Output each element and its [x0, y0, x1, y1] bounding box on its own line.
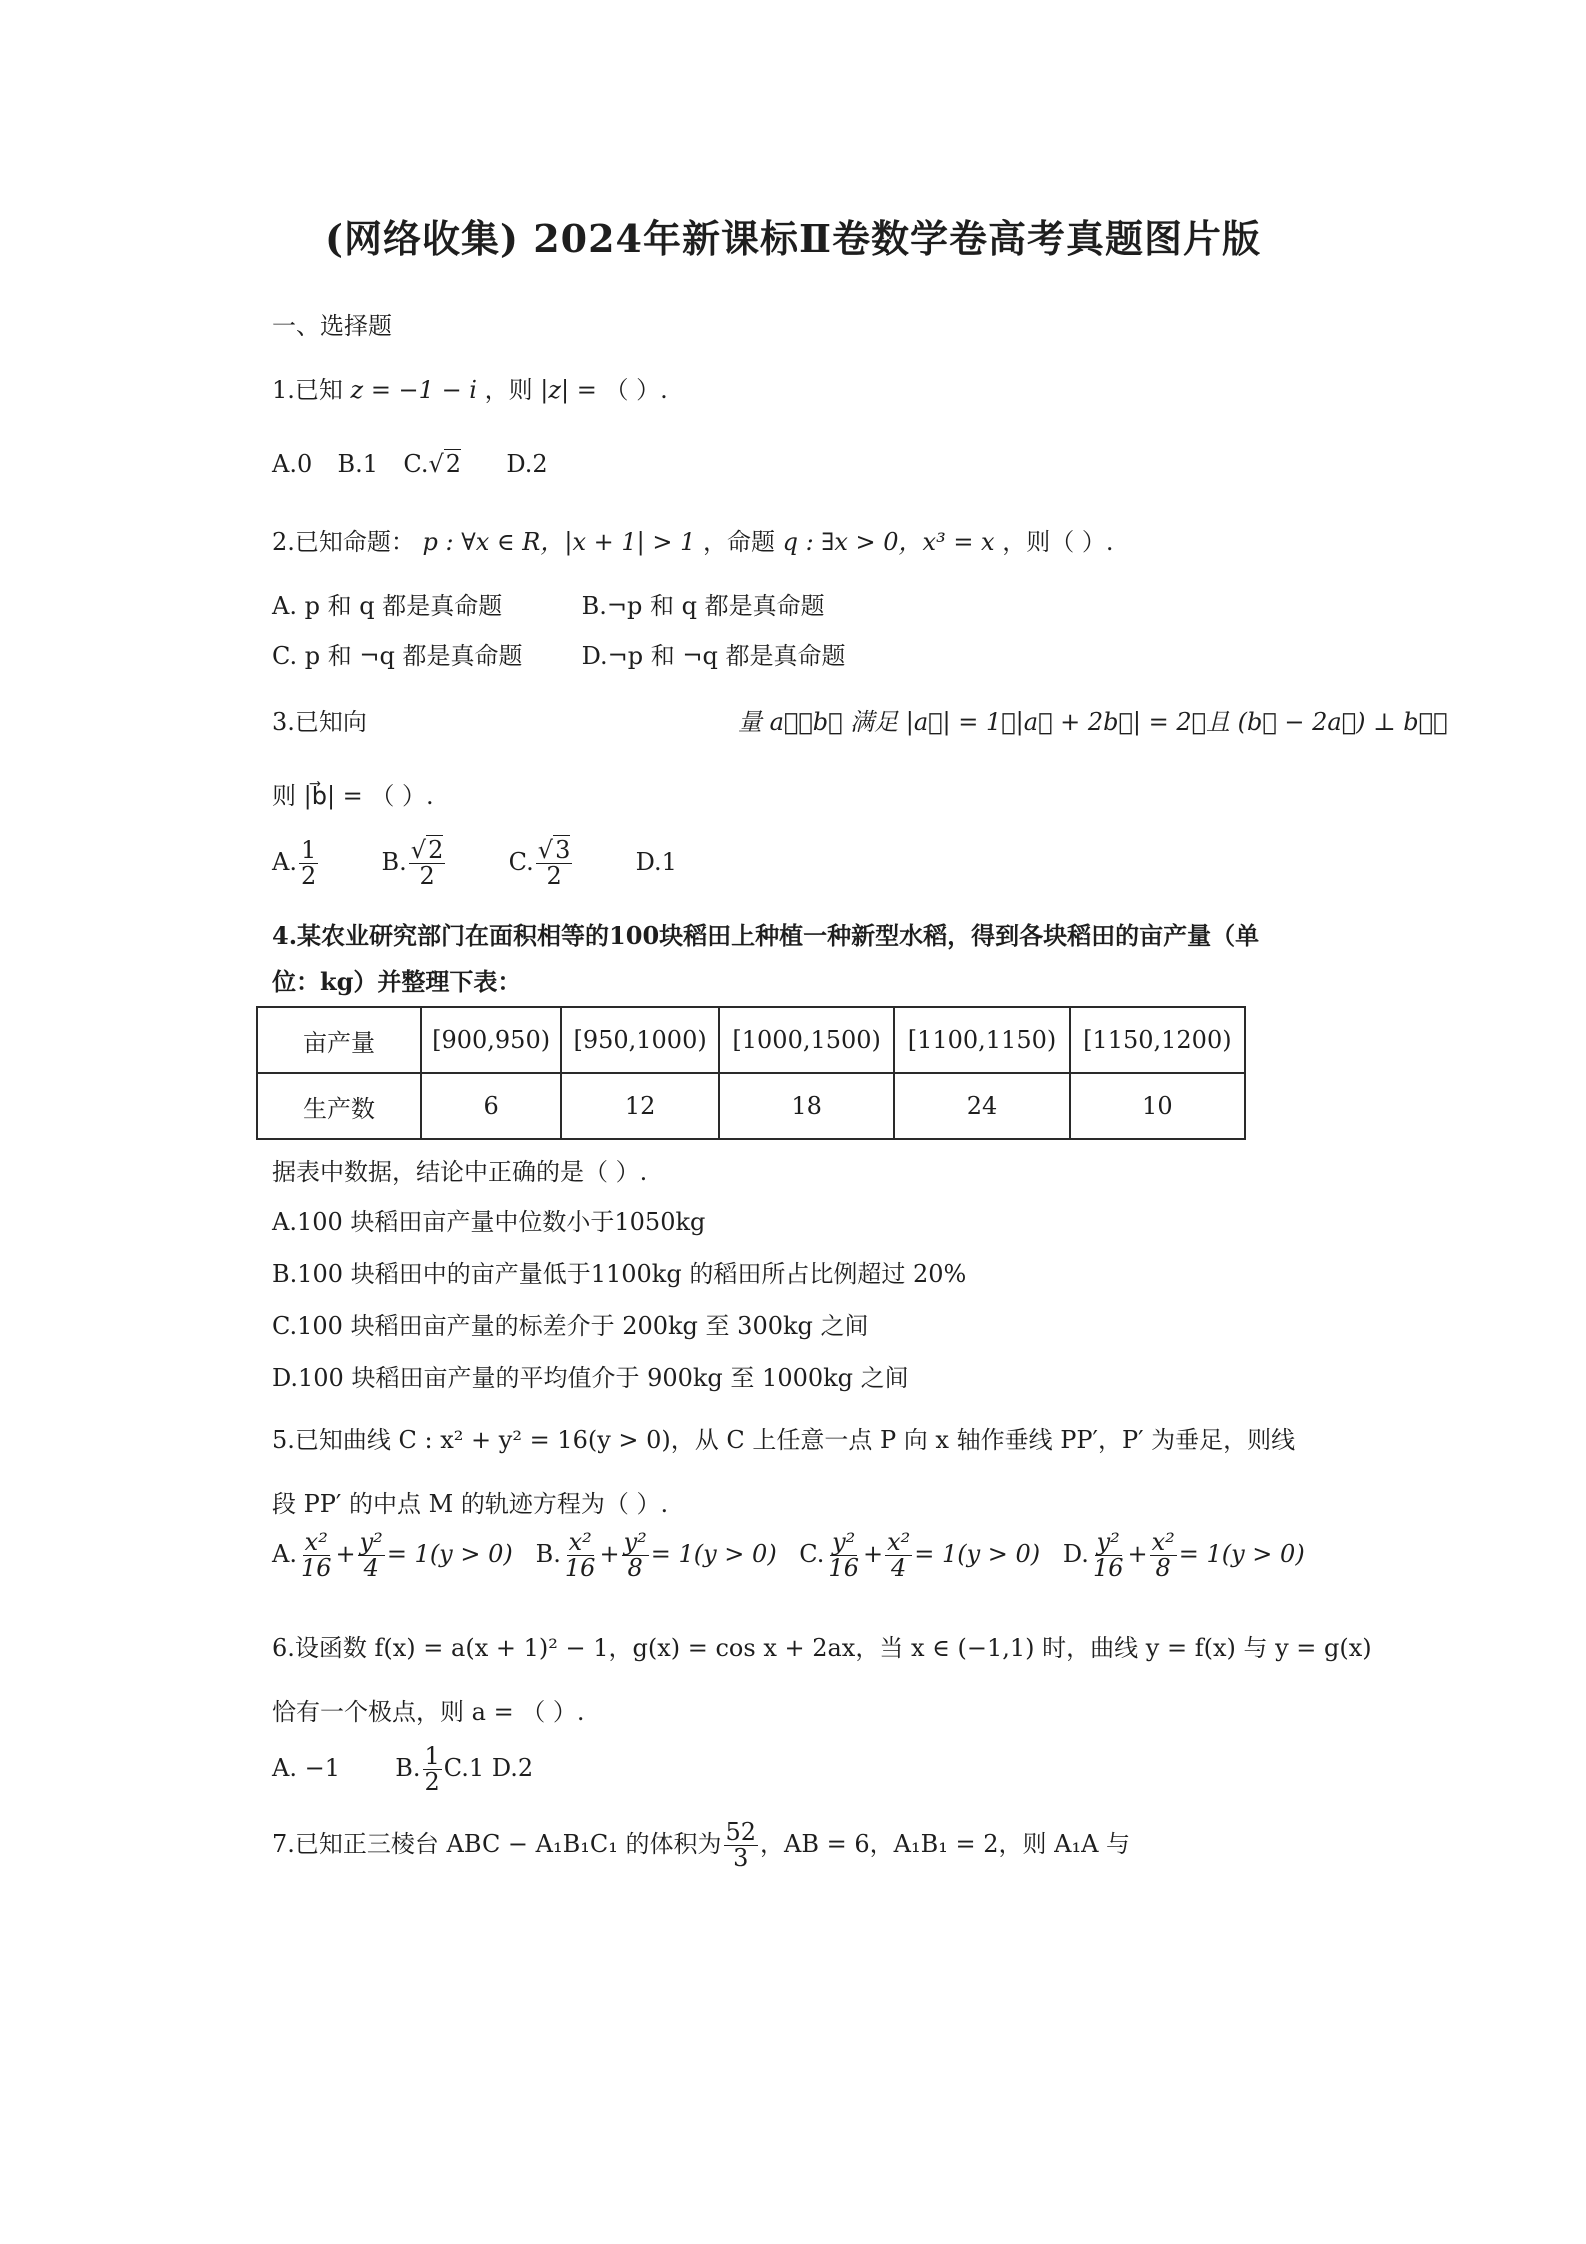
q7-den: 3	[733, 1844, 749, 1873]
q4-option-a: A.100 块稻田亩产量中位数小于1050kg	[272, 1208, 706, 1236]
table-row-head: 亩产量	[257, 1007, 421, 1073]
q6-option-a: A. −1	[272, 1754, 340, 1783]
q5-c-d1: 16	[828, 1554, 859, 1583]
q7-text-a: 7.已知正三棱台 ABC − A₁B₁C₁ 的体积为	[272, 1830, 722, 1859]
q1-sqrt-arg: 2	[445, 450, 462, 478]
q5-d-tail: = 1(y > 0)	[1178, 1540, 1305, 1569]
q3-c-num: √3	[537, 836, 571, 864]
question-4-after: 据表中数据，结论中正确的是（ ）.	[272, 1158, 648, 1186]
q2-p-def: p : ∀x ∈ R，|x + 1| > 1	[422, 528, 696, 556]
q6-option-rest: C.1 D.2	[443, 1754, 534, 1783]
q5-b-d1: 16	[564, 1554, 596, 1583]
q5-c-label: C.	[799, 1540, 825, 1569]
q3-b-den: 2	[419, 862, 435, 891]
q5-option-b: B. $\frac{\text{x²}}{16}$ + $\frac{\text{y²}}{8}$ = 1(y > 0)	[535, 1528, 777, 1583]
table-cell: 6	[421, 1073, 561, 1139]
q5-b-tail: = 1(y > 0)	[650, 1540, 777, 1569]
question-1-options	[272, 450, 548, 478]
question-6-stem-1: 6.设函数 f(x) = a(x + 1)² − 1，g(x) = cos x + 2ax，当 x ∈ (−1,1) 时，曲线 y = f(x) 与 y = g(x)	[272, 1634, 1372, 1662]
table-cell: [900,950)	[421, 1007, 561, 1073]
q5-d-d2: 8	[1155, 1554, 1171, 1583]
q3-c-den: 2	[546, 862, 562, 891]
table-cell: [950,1000)	[561, 1007, 719, 1073]
q1-text-c: （ ）.	[604, 376, 668, 404]
q5-c-tail: = 1(y > 0)	[914, 1540, 1041, 1569]
q5-a-n1: x²	[304, 1528, 328, 1556]
table-row-head: 生产数	[257, 1073, 421, 1139]
q2-option-a: A. p 和 q 都是真命题	[272, 592, 503, 620]
table-cell: 10	[1070, 1073, 1245, 1139]
q5-d-d1: 16	[1092, 1554, 1124, 1583]
q6-b-den: 2	[424, 1768, 440, 1797]
q5-a-n2: y²	[359, 1528, 383, 1556]
q5-a-tail: = 1(y > 0)	[386, 1540, 513, 1569]
question-2-stem	[272, 522, 1114, 557]
q5-option-d: D. $\frac{\text{y²}}{16}$ + $\frac{\text{x²}}{8}$ = 1(y > 0)	[1062, 1528, 1305, 1583]
q1-math: z = −1 − i	[350, 376, 477, 404]
q5-c-n2: x²	[887, 1528, 911, 1556]
q2-option-b: B.¬p 和 q 都是真命题	[581, 592, 825, 620]
q1-option-a: A.0	[272, 450, 313, 478]
question-6-options	[272, 1744, 533, 1795]
q2-text-c: ，则（ ）.	[1002, 528, 1114, 556]
q2-text-a: 2.已知命题：	[272, 528, 415, 556]
q5-b-label: B.	[535, 1540, 561, 1569]
q3-c-sqrt-arg: 3	[555, 836, 571, 864]
q3-b-sqrt-arg: 2	[428, 836, 444, 864]
q2-q-def: q : ∃x > 0，x³ = x	[782, 528, 995, 556]
q5-d-n2: x²	[1151, 1528, 1175, 1556]
q3-option-b-frac	[409, 838, 446, 889]
q3-option-d: D.1	[635, 848, 677, 877]
q6-option-b-label: B.	[395, 1754, 421, 1783]
q2-option-d: D.¬p 和 ¬q 都是真命题	[581, 642, 846, 670]
q1-option-b: B.1	[337, 450, 379, 478]
table-cell: 12	[561, 1073, 719, 1139]
question-4-stem-1: 4.某农业研究部门在面积相等的100块稻田上种植一种新型水稻，得到各块稻田的亩产量（单	[272, 921, 1260, 950]
q5-a-d1: 16	[300, 1554, 332, 1583]
question-6-stem-2: 恰有一个极点，则 a = （ ）.	[272, 1698, 585, 1726]
question-3-stem-a: 3.已知向	[272, 708, 367, 736]
section-heading: 一、选择题	[272, 312, 392, 340]
q4-option-b: B.100 块稻田中的亩产量低于1100kg 的稻田所占比例超过 20%	[272, 1260, 967, 1288]
q5-b-n2: y²	[623, 1528, 647, 1556]
q3-option-a-label: A.	[272, 848, 297, 877]
q5-b-n1: x²	[568, 1528, 592, 1556]
q3-option-b-label: B.	[381, 848, 407, 877]
q1-option-c: C.	[403, 450, 429, 478]
table-cell: 18	[719, 1073, 894, 1139]
table-row	[257, 1073, 1245, 1139]
q4-option-d: D.100 块稻田亩产量的平均值介于 900kg 至 1000kg 之间	[272, 1364, 909, 1392]
question-2-options-row2	[272, 636, 846, 671]
q5-d-label: D.	[1062, 1540, 1089, 1569]
question-4-stem-2: 位：kg）并整理下表：	[272, 967, 522, 996]
q3-option-a-frac	[299, 838, 318, 889]
question-1-stem	[272, 370, 668, 405]
q1-text-a: 1.已知	[272, 376, 343, 404]
q5-option-a: A. $\frac{\text{x²}}{16}$ + $\frac{\text{y²}}{4}$ = 1(y > 0)	[272, 1528, 513, 1583]
q1-abs: |z| =	[540, 376, 597, 404]
q5-b-d2: 8	[627, 1554, 643, 1583]
q7-text-b: ，AB = 6，A₁B₁ = 2，则 A₁A 与	[760, 1830, 1131, 1859]
q1-text-b: ，则	[484, 376, 533, 404]
table-cell: 24	[894, 1073, 1069, 1139]
q3-option-c-label: C.	[508, 848, 534, 877]
question-3-stem-b: 量 a⃗，b⃗ 满足 |a⃗| = 1，|a⃗ + 2b⃗| = 2，且 (b⃗ − 2a⃗) ⊥ b⃗，	[738, 708, 1448, 736]
table-cell: [1000,1500)	[719, 1007, 894, 1073]
q4-option-c: C.100 块稻田亩产量的标差介于 200kg 至 300kg 之间	[272, 1312, 869, 1340]
question-3-options	[272, 838, 677, 889]
question-5-stem-2: 段 PP′ 的中点 M 的轨迹方程为（ ）.	[272, 1490, 669, 1518]
q5-c-d2: 4	[891, 1554, 907, 1583]
q3-option-c-frac	[536, 838, 573, 889]
q2-text-b: ，命题	[703, 528, 775, 556]
table-cell: [1100,1150)	[894, 1007, 1069, 1073]
q3-a-num: 1	[300, 836, 317, 864]
table-cell: [1150,1200)	[1070, 1007, 1245, 1073]
q5-d-n1: y²	[1096, 1528, 1120, 1556]
q3-b-num: √2	[410, 836, 444, 864]
q6-b-num: 1	[424, 1742, 440, 1770]
question-7-stem	[272, 1820, 1130, 1871]
q3-a-den: 2	[300, 862, 317, 891]
sqrt-symbol: √	[428, 450, 444, 478]
question-5-stem-1: 5.已知曲线 C : x² + y² = 16(y > 0)，从 C 上任意一点 P 向 x 轴作垂线 PP′，P′ 为垂足，则线	[272, 1426, 1296, 1454]
q5-a-d2: 4	[363, 1554, 379, 1583]
q5-a-label: A.	[272, 1540, 297, 1569]
question-2-options-row1	[272, 586, 825, 621]
q1-option-d: D.2	[506, 450, 548, 478]
q5-c-n1: y²	[832, 1528, 856, 1556]
page-title: (网络收集) 2024年新课标Ⅱ卷数学卷高考真题图片版	[325, 216, 1261, 261]
question-3-stem-c: 则 |b⃗| = （ ）.	[272, 782, 434, 810]
q7-num: 52	[725, 1818, 757, 1846]
q2-option-c: C. p 和 ¬q 都是真命题	[272, 642, 523, 670]
question-5-options	[272, 1530, 1305, 1581]
table-row	[257, 1007, 1245, 1073]
yield-table	[256, 1006, 1246, 1140]
q5-option-c: C. $\frac{\text{y²}}{16}$ + $\frac{\text{x²}}{4}$ = 1(y > 0)	[799, 1528, 1041, 1583]
